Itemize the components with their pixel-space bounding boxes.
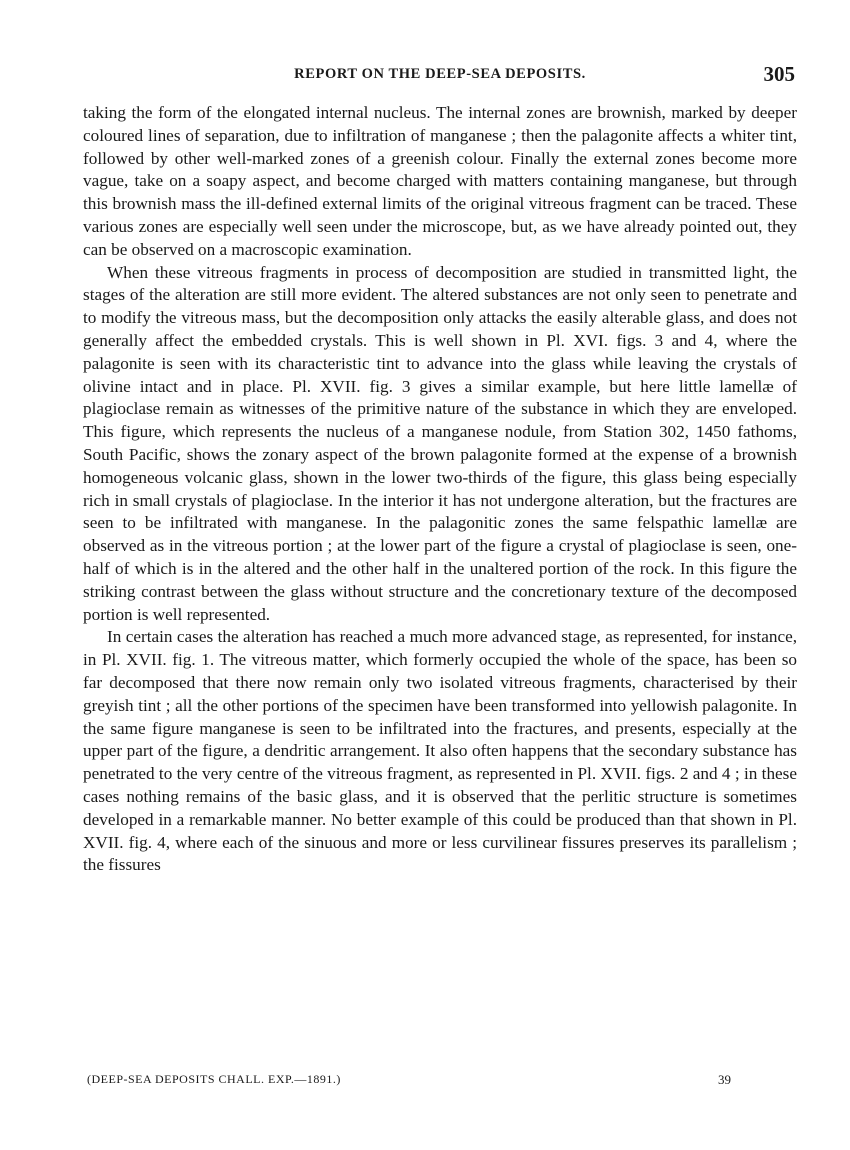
paragraph: In certain cases the alteration has reached a much more advanced stage, as represented, for instance, in Pl. XVII. fig. 1. The vitreous matter, which formerly occupied the whole of the space, has been so far decomposed that there now remain only two isolated vitreous fragments, characterised by their greyish tint ; all the other portions of the specimen have been transformed into yellowish palagonite. In the same figure manganese is seen to be infiltrated into the fractures, and presents, especially at the upper part of the figure, a dendritic arrangement. It also often happens that the secondary substance has penetrated to the very centre of the vitreous fragment, as represented in Pl. XVII. figs. 2 and 4 ; in these cases nothing remains of the basic glass, and it is observed that the perlitic structure is sometimes developed in a remarkable manner. No better example of this could be produced than that shown in Pl. XVII. fig. 4, where each of the sinuous and more or less curvilinear fissures preserves its parallelism ; the fissures	[83, 627, 797, 875]
page-number: 305	[763, 62, 795, 86]
footer-source-note: (DEEP-SEA DEPOSITS CHALL. EXP.—1891.)	[87, 1072, 341, 1086]
running-title: REPORT ON THE DEEP-SEA DEPOSITS.	[294, 66, 586, 82]
paragraph: When these vitreous fragments in process of decomposition are studied in transmitted light, the stages of the alteration are still more evident. The altered substances are not only seen to penetrate and to modify the vitreous mass, but the decomposition only attacks the easily alterable glass, and does not generally affect the embedded crystals. This is well shown in Pl. XVI. figs. 3 and 4, where the palagonite is seen with its characteristic tint to advance into the glass while leaving the crystals of olivine intact and in place. Pl. XVII. fig. 3 gives a similar example, but here little lamellæ of plagioclase remain as witnesses of the primitive nature of the substance in which they are enveloped. This figure, which represents the nucleus of a manganese nodule, from Station 302, 1450 fathoms, South Pacific, shows the zonary aspect of the brown palagonite formed at the expense of a brownish homogeneous volcanic glass, shown in the lower two-thirds of the figure, this glass being especially rich in small crystals of plagioclase. In the interior it has not undergone alteration, but the fractures are seen to be infiltrated with manganese. In the palagonitic zones the same felspathic lamellæ are observed as in the vitreous portion ; at the lower part of the figure a crystal of plagioclase is seen, one-half of which is in the altered and the other half in the unaltered portion of the rock. In this figure the striking contrast between the glass without structure and the concretionary texture of the decomposed portion is well represented.	[83, 262, 797, 624]
paragraph-continued: taking the form of the elongated internal nucleus. The internal zones are brownish, marked by deeper coloured lines of separation, due to infiltration of manganese ; then the palagonite affects a whiter tint, followed by other well-marked zones of a greenish colour. Finally the external zones become more vague, take on a soapy aspect, and become charged with matters containing manganese, but through this brownish mass the ill-defined external limits of the original vitreous fragment can be traced. These various zones are especially well seen under the microscope, but, as we have already pointed out, they can be observed on a macroscopic examination.	[83, 103, 797, 259]
page-footer	[83, 1072, 797, 1092]
running-head	[83, 62, 797, 86]
body-text	[83, 102, 797, 877]
signature-mark: 39	[718, 1072, 731, 1087]
